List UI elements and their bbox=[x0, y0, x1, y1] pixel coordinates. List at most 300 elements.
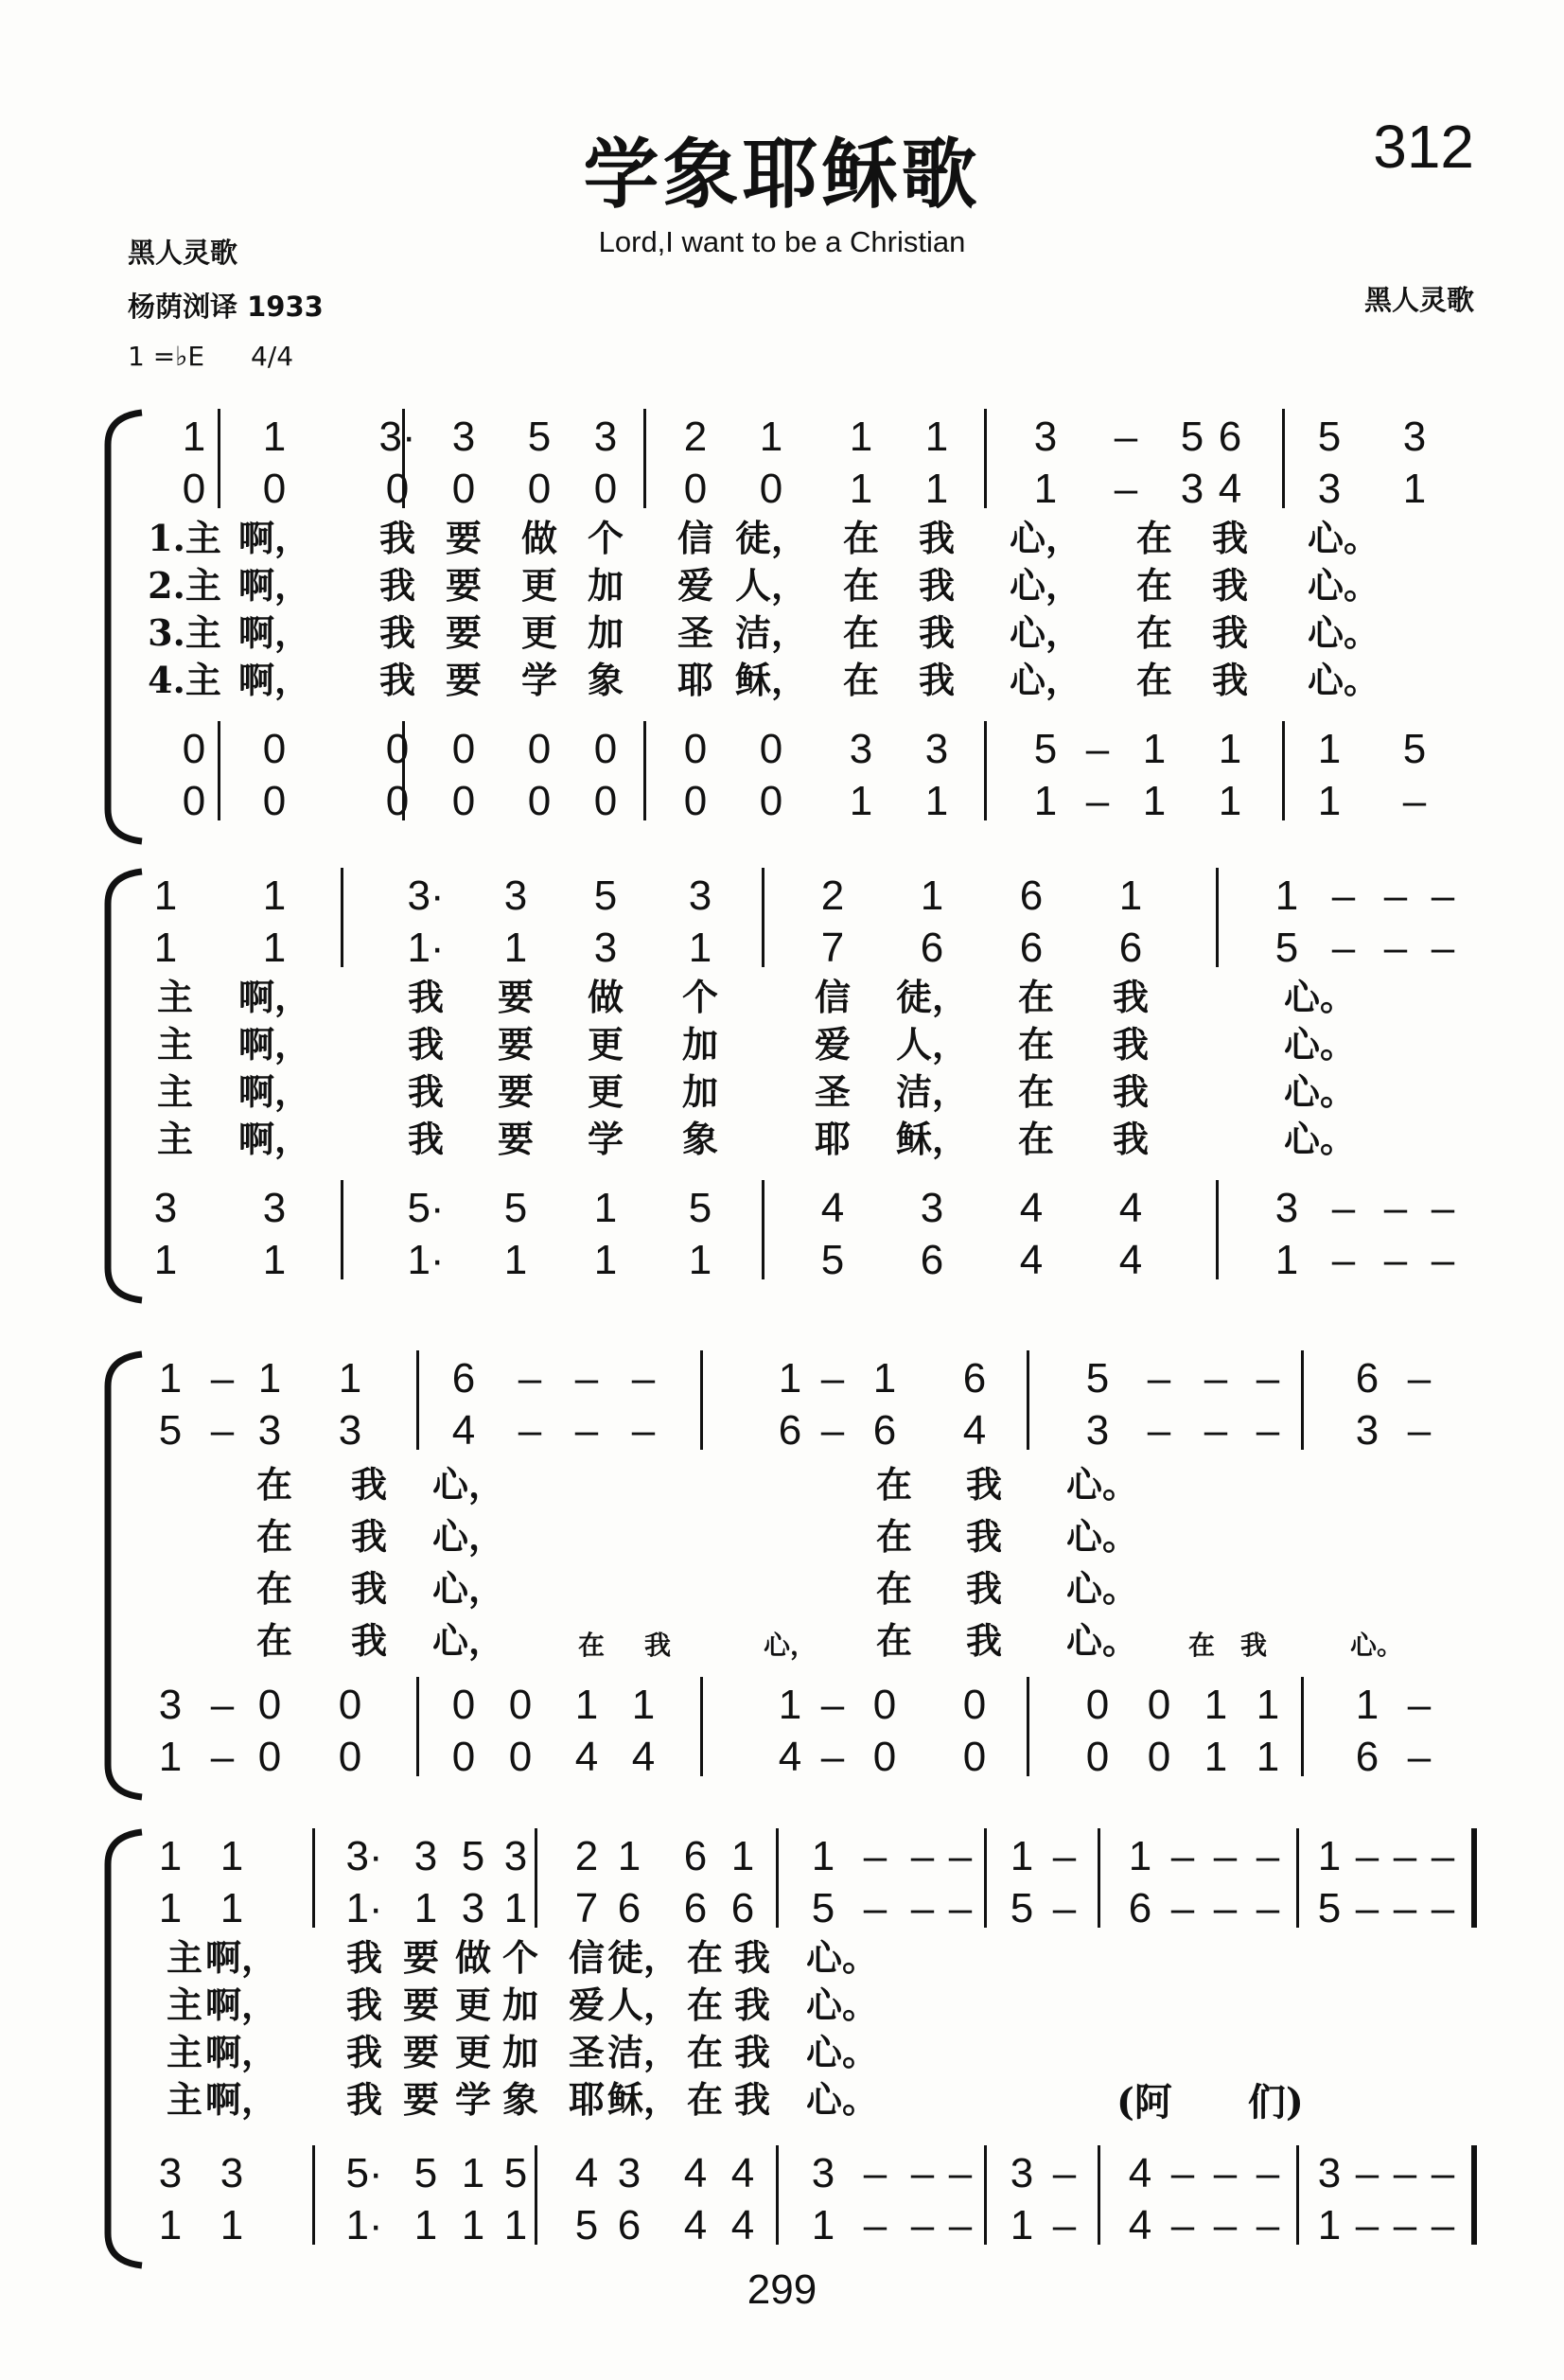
origin-right: 黑人灵歌 bbox=[1363, 284, 1474, 316]
lyric-row bbox=[0, 1118, 1564, 1178]
lyric-syllable: 耶 bbox=[568, 2078, 606, 2121]
note: 0 bbox=[962, 1734, 987, 1780]
note: 0 bbox=[683, 778, 708, 824]
note: 0 bbox=[593, 778, 618, 824]
note: – bbox=[1393, 2150, 1417, 2196]
note: – bbox=[1393, 1833, 1417, 1879]
lyric-syllable: 做 bbox=[587, 976, 624, 1018]
note: 1 bbox=[461, 2202, 485, 2248]
lyric-syllable: 更 bbox=[520, 611, 558, 654]
time-signature: 4/4 bbox=[250, 341, 294, 372]
note-row bbox=[0, 1407, 1564, 1467]
note: 6 bbox=[920, 925, 944, 971]
lyric-syllable: 心。 bbox=[1065, 1619, 1139, 1662]
lyric-syllable: 心。 bbox=[1065, 1463, 1139, 1506]
lyric-syllable: 在 bbox=[1017, 1070, 1055, 1113]
note: – bbox=[1147, 1355, 1171, 1402]
lyric-syllable: 更 bbox=[520, 564, 558, 607]
note: 1· bbox=[345, 2202, 383, 2248]
lyric-syllable: 稣， bbox=[734, 659, 808, 701]
note: – bbox=[948, 1885, 973, 1931]
lyric-syllable: 在 bbox=[875, 1515, 913, 1558]
note: 1 bbox=[503, 1237, 528, 1283]
note: 3· bbox=[345, 1833, 383, 1879]
english-subtitle: Lord,I want to be a Christian bbox=[598, 225, 966, 258]
note: – bbox=[1393, 1885, 1417, 1931]
lyric-syllable: 洁， bbox=[734, 611, 808, 654]
note: 0 bbox=[1147, 1734, 1171, 1780]
note: 4 bbox=[1218, 466, 1242, 512]
note: – bbox=[1331, 873, 1356, 919]
lyric-syllable: 2.主 bbox=[148, 564, 221, 607]
note: – bbox=[1204, 1355, 1228, 1402]
note: 3 bbox=[849, 726, 873, 772]
lyric-syllable: 心。 bbox=[1283, 1023, 1357, 1066]
lyric-syllable: 在 bbox=[686, 2078, 724, 2121]
lyric-syllable: 我 bbox=[1112, 976, 1150, 1018]
note: 1 bbox=[849, 778, 873, 824]
note: 1 bbox=[220, 1833, 244, 1879]
note: 3 bbox=[257, 1407, 282, 1454]
note: 3 bbox=[153, 1185, 178, 1231]
lyric-syllable: 心， bbox=[431, 1515, 505, 1558]
note: 1· bbox=[345, 1885, 383, 1931]
note: 1 bbox=[158, 1833, 183, 1879]
note: 1 bbox=[759, 414, 783, 460]
note: 2 bbox=[683, 414, 708, 460]
note: 6 bbox=[683, 1885, 708, 1931]
note: 1 bbox=[1218, 778, 1242, 824]
page-number: 299 bbox=[747, 2266, 817, 2313]
lyric-row bbox=[0, 1463, 1564, 1524]
lyric-syllable: 要 bbox=[497, 1070, 535, 1113]
note: 1 bbox=[158, 1885, 183, 1931]
note: 1 bbox=[1142, 726, 1167, 772]
note: – bbox=[1052, 2202, 1077, 2248]
note: 0 bbox=[508, 1682, 533, 1728]
lyric-syllable: 在 bbox=[255, 1567, 293, 1610]
note: 5 bbox=[1317, 1885, 1342, 1931]
lyric-syllable: 在 bbox=[255, 1515, 293, 1558]
lyric-syllable: 我 bbox=[918, 517, 956, 559]
note: – bbox=[1383, 1185, 1408, 1231]
hymn-title: 学象耶稣歌 bbox=[583, 130, 981, 219]
note: – bbox=[1114, 466, 1138, 512]
note: 3 bbox=[262, 1185, 287, 1231]
note: 4 bbox=[1128, 2150, 1152, 2196]
note: – bbox=[210, 1355, 235, 1402]
note: – bbox=[1085, 778, 1110, 824]
note: 1 bbox=[920, 873, 944, 919]
note: 3 bbox=[1274, 1185, 1299, 1231]
note: – bbox=[1213, 1833, 1238, 1879]
lyric-syllable: 爱 bbox=[677, 564, 714, 607]
lyric-syllable: 我 bbox=[350, 1619, 388, 1662]
note: 1 bbox=[1204, 1734, 1228, 1780]
lyric-syllable: 我 bbox=[965, 1619, 1003, 1662]
lyric-syllable: 啊， bbox=[237, 1023, 311, 1066]
lyric-syllable: 啊， bbox=[204, 2031, 278, 2073]
note: – bbox=[910, 1833, 935, 1879]
lyric-syllable: 做 bbox=[454, 1936, 492, 1979]
note: 0 bbox=[257, 1734, 282, 1780]
note-row bbox=[0, 778, 1564, 837]
note: – bbox=[1256, 1833, 1280, 1879]
note: 1 bbox=[1033, 778, 1058, 824]
note: – bbox=[1393, 2202, 1417, 2248]
lyric-syllable: 圣 bbox=[677, 611, 714, 654]
lyric-syllable: 我 bbox=[378, 564, 416, 607]
note: 1 bbox=[1010, 1833, 1034, 1879]
note: – bbox=[631, 1355, 656, 1402]
lyric-syllable: 在 bbox=[875, 1567, 913, 1610]
note: 3 bbox=[413, 1833, 438, 1879]
lyric-syllable: 心， bbox=[1009, 564, 1082, 607]
note: 1 bbox=[778, 1355, 802, 1402]
lyric-syllable: 心。 bbox=[1307, 564, 1380, 607]
lyric-syllable: 我 bbox=[918, 659, 956, 701]
note: 0 bbox=[683, 466, 708, 512]
note: – bbox=[1256, 2202, 1280, 2248]
note: – bbox=[1407, 1682, 1432, 1728]
lyric-syllable: 要 bbox=[402, 2031, 440, 2073]
lyric-syllable: 象 bbox=[587, 659, 624, 701]
lyric-syllable-small: 在 bbox=[1187, 1630, 1216, 1661]
note: 3 bbox=[220, 2150, 244, 2196]
lyric-syllable: 耶 bbox=[677, 659, 714, 701]
note: 1 bbox=[153, 925, 178, 971]
note: 1 bbox=[1256, 1682, 1280, 1728]
lyric-syllable: 主 bbox=[166, 2078, 203, 2121]
note: 6 bbox=[920, 1237, 944, 1283]
note: – bbox=[1213, 2150, 1238, 2196]
note: 1 bbox=[1317, 778, 1342, 824]
note: – bbox=[820, 1355, 845, 1402]
note: 4 bbox=[631, 1734, 656, 1780]
note: 3 bbox=[1402, 414, 1427, 460]
note: 3 bbox=[593, 414, 618, 460]
lyric-syllable: 我 bbox=[918, 611, 956, 654]
note: 1 bbox=[1317, 726, 1342, 772]
note-row bbox=[0, 2150, 1564, 2210]
note: 6 bbox=[778, 1407, 802, 1454]
note: 1 bbox=[924, 414, 949, 460]
note: – bbox=[863, 1885, 887, 1931]
lyric-syllable: 我 bbox=[407, 1118, 445, 1160]
lyric-syllable: 加 bbox=[501, 1983, 539, 2026]
lyric-syllable: 人， bbox=[606, 1983, 680, 2026]
note: 6 bbox=[730, 1885, 755, 1931]
lyric-syllable: 在 bbox=[1135, 564, 1173, 607]
note: 6 bbox=[872, 1407, 897, 1454]
note: 3 bbox=[593, 925, 618, 971]
lyric-syllable: 在 bbox=[686, 1936, 724, 1979]
lyric-row bbox=[0, 1632, 1564, 1689]
note: 0 bbox=[527, 778, 552, 824]
note: 5 bbox=[811, 1885, 835, 1931]
note: – bbox=[631, 1407, 656, 1454]
note: 0 bbox=[385, 778, 410, 824]
note: – bbox=[910, 2150, 935, 2196]
note: – bbox=[1402, 778, 1427, 824]
note: – bbox=[1170, 1885, 1195, 1931]
note: 6 bbox=[1019, 873, 1044, 919]
note: 6 bbox=[451, 1355, 476, 1402]
lyric-syllable: 我 bbox=[407, 1070, 445, 1113]
lyric-syllable: 心， bbox=[431, 1619, 505, 1662]
note: 0 bbox=[182, 778, 206, 824]
note: – bbox=[948, 2150, 973, 2196]
note: – bbox=[948, 2202, 973, 2248]
note: 1 bbox=[1010, 2202, 1034, 2248]
note: – bbox=[1256, 1355, 1280, 1402]
note: – bbox=[518, 1355, 542, 1402]
note: 1 bbox=[262, 925, 287, 971]
key-signature: 1 =♭E bbox=[128, 341, 205, 372]
lyric-syllable: 信 bbox=[814, 976, 852, 1018]
note: 1 bbox=[778, 1682, 802, 1728]
note: 4 bbox=[820, 1185, 845, 1231]
note: 3 bbox=[1317, 2150, 1342, 2196]
note: 1 bbox=[593, 1237, 618, 1283]
lyric-syllable: 更 bbox=[587, 1023, 624, 1066]
lyric-syllable: 在 bbox=[875, 1463, 913, 1506]
note: 5 bbox=[527, 414, 552, 460]
lyric-syllable: 心。 bbox=[1065, 1515, 1139, 1558]
note: – bbox=[1431, 1885, 1455, 1931]
note: 1 bbox=[924, 466, 949, 512]
note: – bbox=[863, 1833, 887, 1879]
lyric-syllable: 要 bbox=[445, 564, 483, 607]
lyric-syllable: 人， bbox=[734, 564, 808, 607]
lyric-syllable: 耶 bbox=[814, 1118, 852, 1160]
lyric-syllable: 心。 bbox=[1283, 1070, 1357, 1113]
lyric-syllable: 更 bbox=[587, 1070, 624, 1113]
note: 0 bbox=[385, 726, 410, 772]
note: – bbox=[1147, 1407, 1171, 1454]
lyric-syllable: 在 bbox=[255, 1463, 293, 1506]
lyric-syllable: 要 bbox=[402, 2078, 440, 2121]
note: 4 bbox=[1128, 2202, 1152, 2248]
note: – bbox=[1431, 925, 1455, 971]
lyric-syllable: 徒， bbox=[895, 976, 969, 1018]
note: 1 bbox=[503, 2202, 528, 2248]
lyric-syllable: 心， bbox=[431, 1567, 505, 1610]
lyric-syllable-small: 我 bbox=[1239, 1630, 1268, 1661]
note: 7 bbox=[574, 1885, 599, 1931]
origin-left: 黑人灵歌 bbox=[128, 237, 238, 269]
note-row bbox=[0, 1734, 1564, 1793]
note: 2 bbox=[820, 873, 845, 919]
lyric-syllable: 学 bbox=[520, 659, 558, 701]
lyric-syllable: 人， bbox=[895, 1023, 969, 1066]
note: – bbox=[1383, 925, 1408, 971]
lyric-syllable: 我 bbox=[345, 2031, 383, 2073]
lyric-syllable: 做 bbox=[520, 517, 558, 559]
lyric-row bbox=[0, 1567, 1564, 1628]
lyric-syllable: 要 bbox=[445, 659, 483, 701]
lyric-syllable: 心。 bbox=[805, 2031, 879, 2073]
lyric-syllable: 学 bbox=[454, 2078, 492, 2121]
lyric-syllable: 在 bbox=[1017, 1023, 1055, 1066]
lyric-syllable: 加 bbox=[681, 1023, 719, 1066]
lyric-syllable: 我 bbox=[733, 2031, 771, 2073]
note: 0 bbox=[451, 726, 476, 772]
note: – bbox=[1213, 2202, 1238, 2248]
lyric-syllable: 心。 bbox=[1307, 517, 1380, 559]
note: 0 bbox=[527, 726, 552, 772]
note: – bbox=[1170, 1833, 1195, 1879]
note: 1 bbox=[158, 1734, 183, 1780]
note: 5 bbox=[1033, 726, 1058, 772]
lyric-syllable: 啊， bbox=[237, 976, 311, 1018]
note: – bbox=[820, 1734, 845, 1780]
note: 5 bbox=[413, 2150, 438, 2196]
note-row bbox=[0, 1237, 1564, 1296]
note: 0 bbox=[262, 726, 287, 772]
note: 4 bbox=[1019, 1237, 1044, 1283]
note: 3 bbox=[924, 726, 949, 772]
note: 1 bbox=[1128, 1833, 1152, 1879]
amen-text: (阿 们) bbox=[1116, 2080, 1304, 2124]
note: – bbox=[1331, 925, 1356, 971]
note: 0 bbox=[451, 1734, 476, 1780]
note: 3 bbox=[1317, 466, 1342, 512]
note: 1 bbox=[262, 1237, 287, 1283]
note: 1 bbox=[1402, 466, 1427, 512]
lyric-syllable: 主 bbox=[166, 1983, 203, 2026]
note: 1 bbox=[158, 1355, 183, 1402]
note: 6 bbox=[1355, 1734, 1379, 1780]
key-time-signature bbox=[128, 341, 293, 372]
note: 1 bbox=[574, 1682, 599, 1728]
note: 3 bbox=[1085, 1407, 1110, 1454]
note: 6 bbox=[617, 1885, 641, 1931]
lyric-syllable: 在 bbox=[1017, 976, 1055, 1018]
note: – bbox=[1114, 414, 1138, 460]
lyric-syllable: 要 bbox=[402, 1936, 440, 1979]
lyric-syllable: 我 bbox=[350, 1463, 388, 1506]
note: – bbox=[1431, 1237, 1455, 1283]
lyric-syllable: 我 bbox=[345, 2078, 383, 2121]
note: 5 bbox=[1402, 726, 1427, 772]
note: 6 bbox=[683, 1833, 708, 1879]
translator-credit: 杨荫浏译 1933 bbox=[128, 291, 324, 323]
lyric-syllable: 啊， bbox=[237, 564, 311, 607]
note: – bbox=[1256, 1885, 1280, 1931]
lyric-syllable-small: 心。 bbox=[1349, 1630, 1404, 1661]
note: 3· bbox=[407, 873, 445, 919]
note: 3 bbox=[461, 1885, 485, 1931]
note: 0 bbox=[593, 466, 618, 512]
lyric-syllable-small: 在 bbox=[577, 1630, 606, 1661]
lyric-syllable: 我 bbox=[1211, 611, 1249, 654]
lyric-syllable: 3.主 bbox=[148, 611, 221, 654]
lyric-syllable: 啊， bbox=[204, 1936, 278, 1979]
note: – bbox=[1213, 1885, 1238, 1931]
lyric-syllable: 啊， bbox=[237, 517, 311, 559]
lyric-row bbox=[0, 2078, 1564, 2139]
lyric-syllable-small: 心， bbox=[763, 1630, 817, 1661]
lyric-syllable: 信 bbox=[677, 517, 714, 559]
note: 4 bbox=[962, 1407, 987, 1454]
note: 6 bbox=[1019, 925, 1044, 971]
note: 1 bbox=[1274, 1237, 1299, 1283]
note: – bbox=[1052, 1833, 1077, 1879]
note: 4 bbox=[730, 2150, 755, 2196]
note: – bbox=[210, 1682, 235, 1728]
note: – bbox=[1383, 873, 1408, 919]
note: 1· bbox=[407, 1237, 445, 1283]
note: 3 bbox=[1033, 414, 1058, 460]
lyric-syllable: 4.主 bbox=[148, 659, 221, 701]
lyric-syllable: 我 bbox=[1211, 659, 1249, 701]
note: – bbox=[863, 2202, 887, 2248]
note: 0 bbox=[338, 1734, 362, 1780]
note: – bbox=[1256, 2150, 1280, 2196]
note-row bbox=[0, 1355, 1564, 1415]
note: 3 bbox=[811, 2150, 835, 2196]
note: 1· bbox=[407, 925, 445, 971]
note: 0 bbox=[1085, 1734, 1110, 1780]
lyric-syllable: 心。 bbox=[805, 1983, 879, 2026]
note: 0 bbox=[962, 1682, 987, 1728]
note: 0 bbox=[527, 466, 552, 512]
note: 4 bbox=[730, 2202, 755, 2248]
lyric-syllable: 我 bbox=[378, 611, 416, 654]
lyric-syllable: 加 bbox=[501, 2031, 539, 2073]
note: 3· bbox=[378, 414, 416, 460]
note: 1 bbox=[617, 1833, 641, 1879]
lyric-syllable: 1.主 bbox=[148, 517, 221, 559]
note: 5· bbox=[345, 2150, 383, 2196]
lyric-syllable: 心， bbox=[1009, 611, 1082, 654]
note: 5 bbox=[461, 1833, 485, 1879]
note: – bbox=[1355, 2202, 1379, 2248]
lyric-syllable: 心。 bbox=[1283, 976, 1357, 1018]
lyric-syllable: 个 bbox=[501, 1936, 539, 1979]
note: 3 bbox=[688, 873, 712, 919]
note: 3 bbox=[158, 2150, 183, 2196]
lyric-syllable: 要 bbox=[445, 611, 483, 654]
lyric-syllable: 心。 bbox=[1065, 1567, 1139, 1610]
note: 4 bbox=[574, 1734, 599, 1780]
note: 0 bbox=[182, 726, 206, 772]
note: 0 bbox=[872, 1682, 897, 1728]
note: 5 bbox=[593, 873, 618, 919]
note-row bbox=[0, 416, 1564, 473]
note: 1 bbox=[849, 466, 873, 512]
lyric-syllable: 我 bbox=[965, 1567, 1003, 1610]
lyric-syllable: 在 bbox=[686, 1983, 724, 2026]
note: 1 bbox=[1218, 726, 1242, 772]
lyric-syllable: 更 bbox=[454, 2031, 492, 2073]
note: 1 bbox=[220, 1885, 244, 1931]
note: – bbox=[1052, 2150, 1077, 2196]
lyric-syllable: 爱 bbox=[814, 1023, 852, 1066]
note: 3 bbox=[1010, 2150, 1034, 2196]
note: 1 bbox=[1256, 1734, 1280, 1780]
lyric-syllable: 徒， bbox=[606, 1936, 680, 1979]
lyric-syllable: 在 bbox=[255, 1619, 293, 1662]
note: 1 bbox=[153, 1237, 178, 1283]
note: 5 bbox=[1010, 1885, 1034, 1931]
lyric-syllable: 要 bbox=[497, 1023, 535, 1066]
note: 0 bbox=[508, 1734, 533, 1780]
lyric-syllable: 信 bbox=[568, 1936, 606, 1979]
lyric-syllable: 在 bbox=[1135, 611, 1173, 654]
note: 3 bbox=[158, 1682, 183, 1728]
